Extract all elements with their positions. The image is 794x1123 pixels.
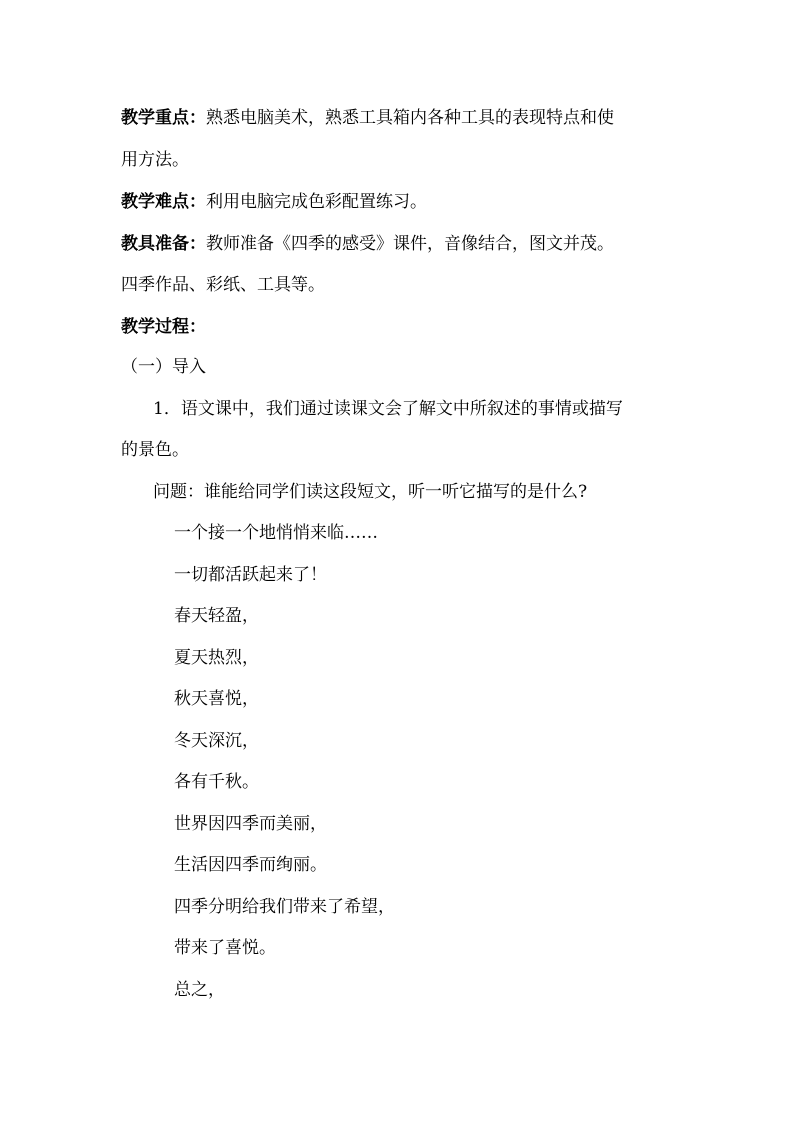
question-text: 问题：谁能给同学们读这段短文，听一听它描写的是什么? xyxy=(153,482,588,502)
focus-label: 教学重点： xyxy=(121,108,206,128)
focus-paragraph xyxy=(121,107,614,129)
item-1-line-2: 的景色。 xyxy=(121,440,189,460)
focus-paragraph-continuation: 用方法。 xyxy=(121,150,189,170)
poem-line: 一个接一个地悄悄来临…… xyxy=(174,523,378,543)
poem-line: 世界因四季而美丽， xyxy=(174,814,327,834)
poem-line: 夏天热烈， xyxy=(174,648,259,668)
poem-line: 四季分明给我们带来了希望， xyxy=(174,897,395,917)
poem-line: 带来了喜悦。 xyxy=(174,938,276,958)
materials-paragraph-continuation: 四季作品、彩纸、工具等。 xyxy=(121,275,325,295)
section-heading-intro: （一）导入 xyxy=(121,357,206,377)
poem-line: 春天轻盈， xyxy=(174,606,259,626)
poem-line: 冬天深沉， xyxy=(174,731,259,751)
item-1-line-1: 1．语文课中，我们通过读课文会了解文中所叙述的事情或描写 xyxy=(153,399,623,419)
poem-line: 一切都活跃起来了！ xyxy=(174,565,327,585)
difficulty-label: 教学难点： xyxy=(121,192,206,212)
poem-line: 生活因四季而绚丽。 xyxy=(174,855,327,875)
poem-line: 总之， xyxy=(174,980,225,1000)
materials-text: 教师准备《四季的感受》课件，音像结合，图文并茂。 xyxy=(206,234,614,254)
materials-paragraph xyxy=(121,233,614,255)
difficulty-text: 利用电脑完成色彩配置练习。 xyxy=(206,192,427,212)
difficulty-paragraph xyxy=(121,191,427,213)
process-heading: 教学过程： xyxy=(121,317,206,337)
materials-label: 教具准备： xyxy=(121,234,206,254)
poem-line: 各有千秋。 xyxy=(174,772,259,792)
poem-line: 秋天喜悦， xyxy=(174,689,259,709)
focus-text: 熟悉电脑美术，熟悉工具箱内各种工具的表现特点和使 xyxy=(206,108,614,128)
